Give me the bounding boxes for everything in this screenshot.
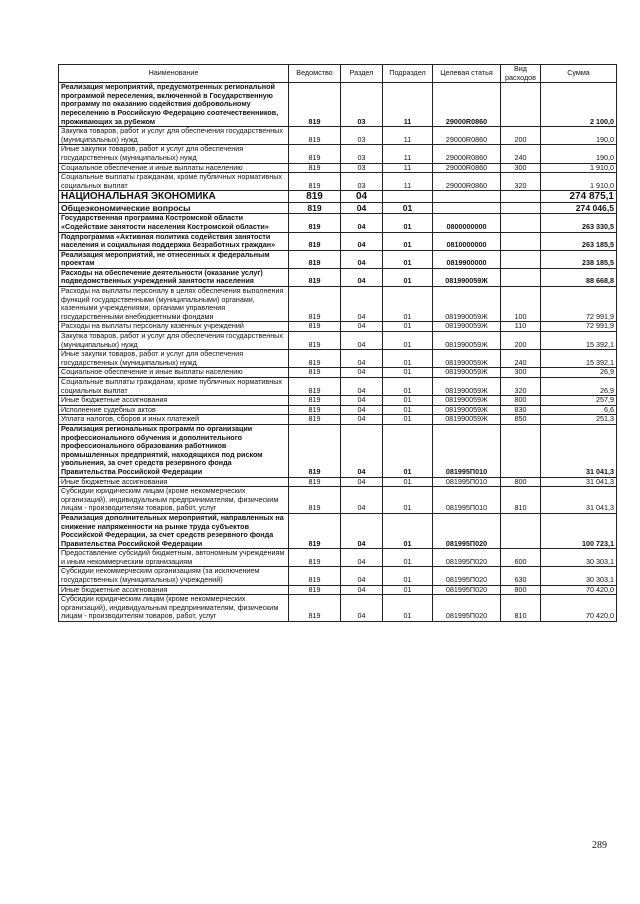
table-row [59,477,617,487]
cell-razdel: 04 [341,477,383,487]
cell-razdel: 04 [341,424,383,477]
cell-statya: 29000R0860 [433,173,501,191]
cell-podrazdel: 01 [383,549,433,567]
cell-name: Предоставление субсидий бюджетным, автономным учреждениям и иным некоммерческим организациям [59,549,289,567]
cell-razdel: 04 [341,232,383,250]
cell-summa: 15 392,1 [541,332,617,350]
cell-vid [501,250,541,268]
table-row [59,214,617,232]
table-row [59,396,617,406]
cell-statya: 081995П020 [433,595,501,622]
cell-podrazdel: 01 [383,487,433,514]
cell-summa: 15 392,1 [541,350,617,368]
cell-name: Реализация мероприятий, не отнесенных к федеральным проектам [59,250,289,268]
cell-vedomstvo: 819 [289,191,341,203]
cell-name: Расходы на выплаты персоналу казенных учреждений [59,322,289,332]
cell-name: Иные бюджетные ассигнования [59,396,289,406]
table-row [59,127,617,145]
cell-vedomstvo: 819 [289,287,341,322]
budget-table [58,64,617,622]
cell-vedomstvo: 819 [289,585,341,595]
cell-razdel: 03 [341,163,383,173]
cell-summa: 30 303,1 [541,549,617,567]
cell-summa: 31 041,3 [541,487,617,514]
cell-name: Иные бюджетные ассигнования [59,477,289,487]
cell-name: Иные бюджетные ассигнования [59,585,289,595]
cell-statya: 081995П010 [433,477,501,487]
cell-podrazdel: 01 [383,405,433,415]
cell-vedomstvo: 819 [289,232,341,250]
table-row [59,513,617,548]
table-row [59,163,617,173]
header-podrazdel: Подраздел [383,65,433,83]
cell-statya: 081990059Ж [433,396,501,406]
cell-statya: 081990059Ж [433,268,501,286]
cell-vid: 110 [501,322,541,332]
cell-razdel: 04 [341,415,383,425]
cell-vid [501,214,541,232]
table-row [59,268,617,286]
cell-vedomstvo: 819 [289,405,341,415]
cell-summa: 251,3 [541,415,617,425]
cell-razdel: 04 [341,567,383,585]
cell-vedomstvo: 819 [289,203,341,214]
table-row [59,378,617,396]
cell-name: Социальное обеспечение и иные выплаты населению [59,163,289,173]
table-header-row [59,65,617,83]
cell-summa: 88 668,8 [541,268,617,286]
cell-podrazdel: 01 [383,513,433,548]
cell-summa: 263 330,5 [541,214,617,232]
cell-summa: 26,9 [541,378,617,396]
cell-razdel: 04 [341,191,383,203]
cell-podrazdel: 01 [383,585,433,595]
cell-name: Реализация мероприятий, предусмотренных региональной программой переселения, включенной в Государственную программу по оказанию содействия добровольному переселению в Российскую Федерацию соотечественников, проживающих за рубежом [59,83,289,127]
cell-statya: 081990059Ж [433,322,501,332]
cell-vid [501,513,541,548]
cell-name: Социальные выплаты гражданам, кроме публичных нормативных социальных выплат [59,173,289,191]
table-row [59,585,617,595]
cell-summa: 190,0 [541,145,617,163]
table-row [59,368,617,378]
cell-razdel: 04 [341,378,383,396]
header-vedomstvo: Ведомство [289,65,341,83]
cell-vid [501,191,541,203]
cell-podrazdel [383,191,433,203]
cell-name: Субсидии юридическим лицам (кроме некоммерческих организаций), индивидуальным предпринимателям, физическим лицам - производителям товаров, работ, услуг [59,595,289,622]
cell-vedomstvo: 819 [289,145,341,163]
cell-podrazdel: 01 [383,232,433,250]
cell-vedomstvo: 819 [289,396,341,406]
cell-statya [433,191,501,203]
cell-vedomstvo: 819 [289,268,341,286]
cell-razdel: 04 [341,268,383,286]
cell-vid [501,203,541,214]
cell-razdel: 03 [341,127,383,145]
header-razdel: Раздел [341,65,383,83]
table-row [59,350,617,368]
table-row [59,322,617,332]
header-name: Наименование [59,65,289,83]
cell-razdel: 04 [341,405,383,415]
cell-vedomstvo: 819 [289,83,341,127]
cell-razdel: 04 [341,487,383,514]
cell-razdel: 04 [341,549,383,567]
cell-razdel: 04 [341,322,383,332]
cell-vid: 100 [501,287,541,322]
cell-vid [501,268,541,286]
cell-podrazdel: 01 [383,250,433,268]
cell-vid: 600 [501,549,541,567]
cell-vid: 810 [501,595,541,622]
cell-podrazdel: 01 [383,268,433,286]
cell-podrazdel: 01 [383,424,433,477]
cell-podrazdel: 11 [383,163,433,173]
cell-summa: 1 910,0 [541,173,617,191]
cell-vid: 300 [501,163,541,173]
table-row [59,83,617,127]
page-number: 289 [592,840,607,851]
cell-name: Закупка товаров, работ и услуг для обеспечения государственных (муниципальных) нужд [59,127,289,145]
cell-razdel: 03 [341,83,383,127]
cell-summa: 274 875,1 [541,191,617,203]
header-vid: Вид расходов [501,65,541,83]
cell-vedomstvo: 819 [289,368,341,378]
cell-summa: 190,0 [541,127,617,145]
cell-vid: 320 [501,173,541,191]
cell-name: Иные закупки товаров, работ и услуг для обеспечения государственных (муниципальных) нужд [59,145,289,163]
cell-podrazdel: 11 [383,83,433,127]
cell-podrazdel: 01 [383,595,433,622]
cell-podrazdel: 01 [383,332,433,350]
cell-statya: 081990059Ж [433,405,501,415]
cell-statya: 0819900000 [433,250,501,268]
cell-vedomstvo: 819 [289,487,341,514]
cell-podrazdel: 11 [383,127,433,145]
table-row [59,203,617,214]
cell-summa: 31 041,3 [541,424,617,477]
cell-name: Общеэкономические вопросы [59,203,289,214]
cell-vedomstvo: 819 [289,250,341,268]
cell-name: Государственная программа Костромской области «Содействие занятости населения Костромской области» [59,214,289,232]
cell-vedomstvo: 819 [289,214,341,232]
table-row [59,549,617,567]
cell-podrazdel: 11 [383,145,433,163]
cell-razdel: 03 [341,145,383,163]
cell-statya: 081995П020 [433,585,501,595]
cell-razdel: 04 [341,332,383,350]
cell-summa: 274 046,5 [541,203,617,214]
cell-vedomstvo: 819 [289,424,341,477]
cell-statya: 29000R0860 [433,145,501,163]
cell-vedomstvo: 819 [289,415,341,425]
cell-name: Исполнение судебных актов [59,405,289,415]
cell-vid [501,83,541,127]
cell-podrazdel: 01 [383,396,433,406]
cell-vid: 300 [501,368,541,378]
cell-podrazdel: 01 [383,368,433,378]
table-row [59,595,617,622]
cell-razdel: 04 [341,396,383,406]
cell-statya: 081995П020 [433,549,501,567]
cell-name: Закупка товаров, работ и услуг для обеспечения государственных (муниципальных) нужд [59,332,289,350]
cell-summa: 31 041,3 [541,477,617,487]
cell-name: Реализация региональных программ по организации профессионального обучения и дополнительного профессионального образования работников промышленных предприятий, находящихся под риском увольнения, за счет средств резервного фонда Правительства Российской Федерации [59,424,289,477]
cell-name: Реализация дополнительных мероприятий, направленных на снижение напряженности на рынке труда субъектов Российской Федерации, за счет средств резервного фонда Правительства Российской Федерации [59,513,289,548]
cell-vid: 800 [501,396,541,406]
cell-vedomstvo: 819 [289,322,341,332]
cell-vedomstvo: 819 [289,127,341,145]
header-summa: Сумма [541,65,617,83]
cell-podrazdel: 01 [383,287,433,322]
cell-name: Субсидии юридическим лицам (кроме некоммерческих организаций), индивидуальным предпринимателям, физическим лицам - производителям товаров, работ, услуг [59,487,289,514]
cell-statya: 081990059Ж [433,378,501,396]
table-row [59,145,617,163]
cell-vid: 200 [501,332,541,350]
table-row [59,232,617,250]
cell-name: НАЦИОНАЛЬНАЯ ЭКОНОМИКА [59,191,289,203]
cell-summa: 30 303,1 [541,567,617,585]
table-body [59,83,617,622]
cell-summa: 70 420,0 [541,595,617,622]
cell-name: Социальное обеспечение и иные выплаты населению [59,368,289,378]
table-row [59,287,617,322]
cell-name: Субсидии некоммерческим организациям (за исключением государственных (муниципальных) учреждений) [59,567,289,585]
cell-vedomstvo: 819 [289,595,341,622]
cell-summa: 72 991,9 [541,322,617,332]
cell-statya: 081990059Ж [433,350,501,368]
cell-vid [501,232,541,250]
cell-statya: 081995П020 [433,513,501,548]
cell-statya: 081990059Ж [433,332,501,350]
cell-statya: 081990059Ж [433,415,501,425]
cell-vedomstvo: 819 [289,477,341,487]
table-row [59,487,617,514]
cell-vid: 830 [501,405,541,415]
cell-razdel: 03 [341,173,383,191]
cell-vedomstvo: 819 [289,332,341,350]
cell-razdel: 04 [341,203,383,214]
table-row [59,415,617,425]
cell-summa: 70 420,0 [541,585,617,595]
cell-name: Иные закупки товаров, работ и услуг для обеспечения государственных (муниципальных) нужд [59,350,289,368]
cell-summa: 1 910,0 [541,163,617,173]
cell-razdel: 04 [341,595,383,622]
table-row [59,424,617,477]
cell-summa: 26,9 [541,368,617,378]
cell-vid: 320 [501,378,541,396]
cell-vedomstvo: 819 [289,378,341,396]
table-row [59,567,617,585]
cell-statya: 0810000000 [433,232,501,250]
cell-name: Уплата налогов, сборов и иных платежей [59,415,289,425]
cell-vedomstvo: 819 [289,350,341,368]
cell-name: Расходы на выплаты персоналу в целях обеспечения выполнения функций государственными (муниципальными) органами, казенными учреждениями, органами управления государственными внебюджетными фондами [59,287,289,322]
cell-name: Подпрограмма «Активная политика содействия занятости населения и социальная поддержка безработных граждан» [59,232,289,250]
cell-vid: 630 [501,567,541,585]
cell-statya: 081990059Ж [433,368,501,378]
cell-podrazdel: 01 [383,567,433,585]
cell-vedomstvo: 819 [289,549,341,567]
cell-statya [433,203,501,214]
cell-summa: 6,6 [541,405,617,415]
cell-summa: 238 185,5 [541,250,617,268]
header-statya: Целевая статья [433,65,501,83]
cell-podrazdel: 01 [383,350,433,368]
cell-summa: 100 723,1 [541,513,617,548]
cell-summa: 2 100,0 [541,83,617,127]
cell-podrazdel: 01 [383,214,433,232]
cell-podrazdel: 01 [383,378,433,396]
cell-statya: 29000R0860 [433,127,501,145]
cell-summa: 72 991,9 [541,287,617,322]
cell-statya: 081995П020 [433,567,501,585]
cell-podrazdel: 01 [383,415,433,425]
cell-vedomstvo: 819 [289,163,341,173]
cell-vid [501,424,541,477]
table-row [59,191,617,203]
table-row [59,250,617,268]
cell-vid: 800 [501,477,541,487]
cell-vid: 850 [501,415,541,425]
cell-statya: 0800000000 [433,214,501,232]
table-row [59,173,617,191]
cell-podrazdel: 11 [383,173,433,191]
cell-summa: 263 185,5 [541,232,617,250]
cell-razdel: 04 [341,368,383,378]
cell-podrazdel: 01 [383,203,433,214]
cell-vid: 200 [501,127,541,145]
cell-podrazdel: 01 [383,477,433,487]
cell-statya: 081990059Ж [433,287,501,322]
cell-vid: 810 [501,487,541,514]
cell-razdel: 04 [341,287,383,322]
cell-statya: 29000R0860 [433,163,501,173]
cell-name: Расходы на обеспечение деятельности (оказание услуг) подведомственных учреждений занятости населения [59,268,289,286]
cell-summa: 257,9 [541,396,617,406]
cell-statya: 081995П010 [433,487,501,514]
cell-statya: 29000R0860 [433,83,501,127]
cell-vedomstvo: 819 [289,173,341,191]
cell-vedomstvo: 819 [289,567,341,585]
cell-statya: 081995П010 [433,424,501,477]
cell-razdel: 04 [341,513,383,548]
cell-podrazdel: 01 [383,322,433,332]
cell-razdel: 04 [341,214,383,232]
cell-razdel: 04 [341,585,383,595]
table-row [59,332,617,350]
cell-vid: 240 [501,145,541,163]
cell-name: Социальные выплаты гражданам, кроме публичных нормативных социальных выплат [59,378,289,396]
cell-razdel: 04 [341,350,383,368]
cell-vedomstvo: 819 [289,513,341,548]
cell-vid: 240 [501,350,541,368]
table-row [59,405,617,415]
cell-vid: 800 [501,585,541,595]
cell-razdel: 04 [341,250,383,268]
